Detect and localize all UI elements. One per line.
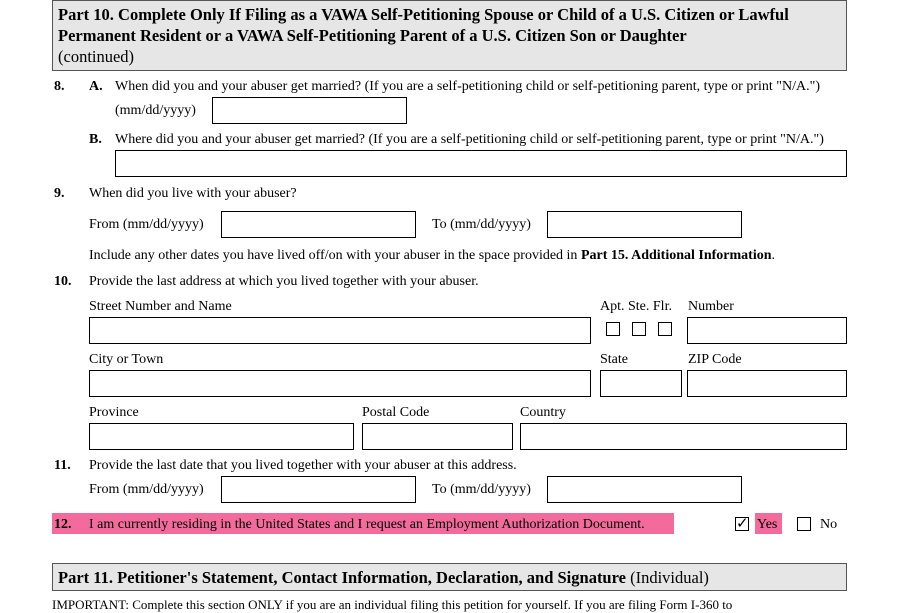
country-input[interactable] <box>520 423 847 450</box>
part11-header <box>52 563 847 591</box>
zip-label: ZIP Code <box>688 352 742 367</box>
street-input[interactable] <box>89 317 591 344</box>
q9-note-end: . <box>771 248 776 263</box>
q9-from-date-input[interactable] <box>221 211 416 238</box>
q8a-letter: A. <box>89 79 103 94</box>
province-input[interactable] <box>89 423 354 450</box>
part10-header <box>52 0 847 71</box>
city-label: City or Town <box>89 352 164 367</box>
checkmark-icon: ✓ <box>736 514 749 532</box>
q9-from-label: From (mm/dd/yyyy) <box>89 217 204 232</box>
city-input[interactable] <box>89 370 591 397</box>
part11-title: Part 11. Petitioner's Statement, Contact Information, Declaration, and Signature <box>58 568 626 587</box>
q12-number: 12. <box>54 517 72 532</box>
q9-to-date-input[interactable] <box>547 211 742 238</box>
apt-checkbox[interactable] <box>606 322 620 336</box>
unit-number-input[interactable] <box>687 317 847 344</box>
q8a-question: When did you and your abuser get married? (If you are a self-petitioning child or self-petitioning parent, type or print "N/A.") <box>115 79 820 94</box>
q10-question: Provide the last address at which you lived together with your abuser. <box>89 274 479 289</box>
q11-to-label: To (mm/dd/yyyy) <box>432 482 531 497</box>
street-label: Street Number and Name <box>89 299 232 314</box>
marriage-date-input[interactable] <box>212 97 407 124</box>
flr-checkbox[interactable] <box>658 322 672 336</box>
part11-important-note: IMPORTANT: Complete this section ONLY if you are an individual filing this petition for yourself. If you are filing Form I-360 to <box>52 597 733 612</box>
q11-number: 11. <box>54 458 71 473</box>
q8b-letter: B. <box>89 132 102 147</box>
q11-to-date-input[interactable] <box>547 476 742 503</box>
q11-question: Provide the last date that you lived together with your abuser at this address. <box>89 458 517 473</box>
q9-to-label: To (mm/dd/yyyy) <box>432 217 531 232</box>
no-checkbox[interactable] <box>797 517 811 531</box>
part10-title: Part 10. Complete Only If Filing as a VAWA Self-Petitioning Spouse or Child of a U.S. Citizen or Lawful Permanent Resident or a VAWA Self-Petitioning Parent of a U.S. Citizen Son or Daughter <box>58 5 789 45</box>
yes-label: Yes <box>757 517 778 532</box>
q9-note <box>89 248 775 264</box>
province-label: Province <box>89 405 139 420</box>
q10-number: 10. <box>54 274 72 289</box>
postal-label: Postal Code <box>362 405 430 420</box>
state-label: State <box>600 352 628 367</box>
state-select[interactable] <box>600 370 682 397</box>
q8b-question: Where did you and your abuser get married? (If you are a self-petitioning child or self-petitioning parent, type or print "N/A.") <box>115 132 824 147</box>
yes-checkbox[interactable] <box>735 514 749 532</box>
unit-number-label: Number <box>688 299 734 314</box>
part11-title-rest: (Individual) <box>625 568 709 587</box>
q9-number: 9. <box>54 186 65 201</box>
country-label: Country <box>520 405 566 420</box>
q8a-format-label: (mm/dd/yyyy) <box>115 103 196 118</box>
q11-from-date-input[interactable] <box>221 476 416 503</box>
q12-question: I am currently residing in the United States and I request an Employment Authorization Document. <box>89 517 645 532</box>
no-label: No <box>820 517 838 532</box>
part10-continued: (continued) <box>58 47 135 66</box>
q8-number: 8. <box>54 79 65 94</box>
zip-input[interactable] <box>687 370 847 397</box>
q9-note-text: Include any other dates you have lived off/on with your abuser in the space provided in <box>89 248 581 263</box>
postal-code-input[interactable] <box>362 423 513 450</box>
unit-type-label: Apt. Ste. Flr. <box>600 299 672 314</box>
ste-checkbox[interactable] <box>632 322 646 336</box>
q9-note-bold: Part 15. Additional Information <box>580 248 772 263</box>
q11-from-label: From (mm/dd/yyyy) <box>89 482 204 497</box>
q9-question: When did you live with your abuser? <box>89 186 297 201</box>
marriage-place-input[interactable] <box>115 150 847 177</box>
